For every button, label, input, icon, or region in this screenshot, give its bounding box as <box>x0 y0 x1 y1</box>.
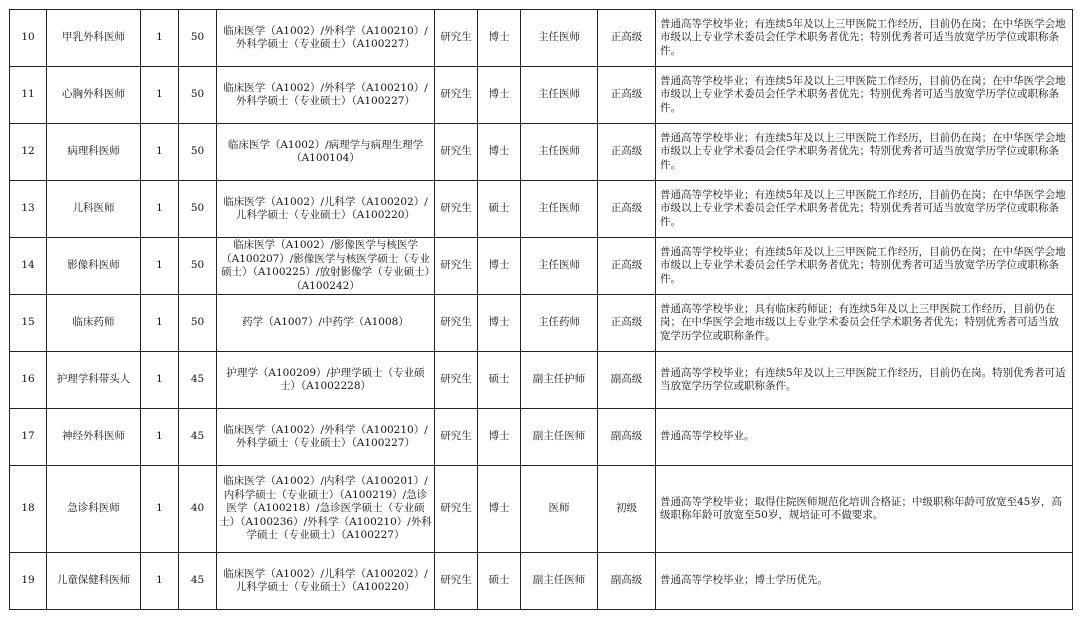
age-limit-cell: 50 <box>179 238 217 295</box>
professional-title-cell: 主任医师 <box>521 124 598 181</box>
major-requirement-cell: 临床医学（A1002）/病理学与病理生理学（A100104） <box>217 124 435 181</box>
title-level-cell: 正高级 <box>598 124 656 181</box>
education-cell: 研究生 <box>435 352 478 409</box>
row-number-cell: 19 <box>10 553 47 610</box>
table-row <box>10 466 1073 553</box>
other-requirements-cell: 普通高等学校毕业；有连续5年及以上三甲医院工作经历，目前仍在岗；在中华医学会地市级以上专业学术委员会任学术职务者优先；特别优秀者可适当放宽学历学位或职称条件。 <box>656 238 1073 295</box>
age-limit-cell: 50 <box>179 181 217 238</box>
headcount-cell: 1 <box>141 67 179 124</box>
age-limit-cell: 50 <box>179 124 217 181</box>
title-level-cell: 初级 <box>598 466 656 553</box>
education-cell: 研究生 <box>435 238 478 295</box>
education-cell: 研究生 <box>435 181 478 238</box>
row-number-cell: 10 <box>10 10 47 67</box>
degree-cell: 硕士 <box>478 181 521 238</box>
other-requirements-cell: 普通高等学校毕业。 <box>656 409 1073 466</box>
post-name-cell: 心胸外科医师 <box>47 67 141 124</box>
education-cell: 研究生 <box>435 553 478 610</box>
degree-cell: 博士 <box>478 409 521 466</box>
education-cell: 研究生 <box>435 67 478 124</box>
table-row <box>10 553 1073 610</box>
education-cell: 研究生 <box>435 409 478 466</box>
row-number-cell: 13 <box>10 181 47 238</box>
title-level-cell: 副高级 <box>598 409 656 466</box>
recruitment-table <box>9 9 1073 610</box>
education-cell: 研究生 <box>435 124 478 181</box>
post-name-cell: 临床药师 <box>47 295 141 352</box>
headcount-cell: 1 <box>141 553 179 610</box>
major-requirement-cell: 药学（A1007）/中药学（A1008） <box>217 295 435 352</box>
post-name-cell: 儿童保健科医师 <box>47 553 141 610</box>
row-number-cell: 12 <box>10 124 47 181</box>
age-limit-cell: 40 <box>179 466 217 553</box>
education-cell: 研究生 <box>435 295 478 352</box>
age-limit-cell: 50 <box>179 67 217 124</box>
table-row <box>10 352 1073 409</box>
degree-cell: 博士 <box>478 67 521 124</box>
post-name-cell: 护理学科带头人 <box>47 352 141 409</box>
professional-title-cell: 副主任医师 <box>521 553 598 610</box>
row-number-cell: 17 <box>10 409 47 466</box>
age-limit-cell: 45 <box>179 553 217 610</box>
title-level-cell: 正高级 <box>598 238 656 295</box>
headcount-cell: 1 <box>141 466 179 553</box>
other-requirements-cell: 普通高等学校毕业；有连续5年及以上三甲医院工作经历，目前仍在岗。特别优秀者可适当放宽学历学位或职称条件。 <box>656 352 1073 409</box>
other-requirements-cell: 普通高等学校毕业；取得住院医师规范化培训合格证；中级职称年龄可放宽至45岁，高级职称年龄可放宽至50岁，规培证可不做要求。 <box>656 466 1073 553</box>
table-row <box>10 181 1073 238</box>
other-requirements-cell: 普通高等学校毕业；具有临床药师证；有连续5年及以上三甲医院工作经历，目前仍在岗；在中华医学会地市级以上专业学术委员会任学术职务者优先；特别优秀者可适当放宽学历学位或职称条件。 <box>656 295 1073 352</box>
post-name-cell: 甲乳外科医师 <box>47 10 141 67</box>
other-requirements-cell: 普通高等学校毕业；有连续5年及以上三甲医院工作经历，目前仍在岗；在中华医学会地市级以上专业学术委员会任学术职务者优先；特别优秀者可适当放宽学历学位或职称条件。 <box>656 124 1073 181</box>
title-level-cell: 正高级 <box>598 67 656 124</box>
table-row <box>10 295 1073 352</box>
major-requirement-cell: 临床医学（A1002）/外科学（A100210）/外科学硕士（专业硕士）（A100227） <box>217 10 435 67</box>
professional-title-cell: 医师 <box>521 466 598 553</box>
post-name-cell: 病理科医师 <box>47 124 141 181</box>
major-requirement-cell: 临床医学（A1002）/儿科学（A100202）/儿科学硕士（专业硕士）（A100220） <box>217 181 435 238</box>
post-name-cell: 影像科医师 <box>47 238 141 295</box>
major-requirement-cell: 临床医学（A1002）/内科学（A100201）/内科学硕士（专业硕士）（A100219）/急诊医学（A100218）/急诊医学硕士（专业硕士）（A100236）/外科学（A100210）/外科学硕士（专业硕士）（A100227） <box>217 466 435 553</box>
title-level-cell: 副高级 <box>598 553 656 610</box>
headcount-cell: 1 <box>141 124 179 181</box>
headcount-cell: 1 <box>141 352 179 409</box>
title-level-cell: 正高级 <box>598 10 656 67</box>
major-requirement-cell: 临床医学（A1002）/影像医学与核医学（A100207）/影像医学与核医学硕士（专业硕士）（A100225）/放射影像学（专业硕士）（A100242） <box>217 238 435 295</box>
row-number-cell: 11 <box>10 67 47 124</box>
degree-cell: 博士 <box>478 124 521 181</box>
age-limit-cell: 45 <box>179 352 217 409</box>
post-name-cell: 神经外科医师 <box>47 409 141 466</box>
professional-title-cell: 主任医师 <box>521 238 598 295</box>
post-name-cell: 儿科医师 <box>47 181 141 238</box>
row-number-cell: 16 <box>10 352 47 409</box>
education-cell: 研究生 <box>435 466 478 553</box>
headcount-cell: 1 <box>141 10 179 67</box>
age-limit-cell: 50 <box>179 10 217 67</box>
table-row <box>10 10 1073 67</box>
education-cell: 研究生 <box>435 10 478 67</box>
professional-title-cell: 主任医师 <box>521 181 598 238</box>
title-level-cell: 正高级 <box>598 181 656 238</box>
other-requirements-cell: 普通高等学校毕业；有连续5年及以上三甲医院工作经历，目前仍在岗；在中华医学会地市级以上专业学术委员会任学术职务者优先；特别优秀者可适当放宽学历学位或职称条件。 <box>656 67 1073 124</box>
other-requirements-cell: 普通高等学校毕业；有连续5年及以上三甲医院工作经历，目前仍在岗；在中华医学会地市级以上专业学术委员会任学术职务者优先；特别优秀者可适当放宽学历学位或职称条件。 <box>656 10 1073 67</box>
headcount-cell: 1 <box>141 238 179 295</box>
degree-cell: 博士 <box>478 10 521 67</box>
title-level-cell: 副高级 <box>598 352 656 409</box>
major-requirement-cell: 护理学（A100209）/护理学硕士（专业硕士）（A1002228） <box>217 352 435 409</box>
professional-title-cell: 副主任医师 <box>521 409 598 466</box>
other-requirements-cell: 普通高等学校毕业；博士学历优先。 <box>656 553 1073 610</box>
row-number-cell: 14 <box>10 238 47 295</box>
table-row <box>10 238 1073 295</box>
title-level-cell: 正高级 <box>598 295 656 352</box>
professional-title-cell: 主任医师 <box>521 67 598 124</box>
degree-cell: 博士 <box>478 295 521 352</box>
degree-cell: 博士 <box>478 466 521 553</box>
age-limit-cell: 50 <box>179 295 217 352</box>
age-limit-cell: 45 <box>179 409 217 466</box>
professional-title-cell: 副主任护师 <box>521 352 598 409</box>
headcount-cell: 1 <box>141 409 179 466</box>
professional-title-cell: 主任医师 <box>521 10 598 67</box>
degree-cell: 硕士 <box>478 553 521 610</box>
professional-title-cell: 主任药师 <box>521 295 598 352</box>
row-number-cell: 15 <box>10 295 47 352</box>
table-row <box>10 409 1073 466</box>
major-requirement-cell: 临床医学（A1002）/儿科学（A100202）/儿科学硕士（专业硕士）（A100220） <box>217 553 435 610</box>
other-requirements-cell: 普通高等学校毕业；有连续5年及以上三甲医院工作经历，目前仍在岗；在中华医学会地市级以上专业学术委员会任学术职务者优先；特别优秀者可适当放宽学历学位或职称条件。 <box>656 181 1073 238</box>
headcount-cell: 1 <box>141 295 179 352</box>
degree-cell: 硕士 <box>478 352 521 409</box>
degree-cell: 博士 <box>478 238 521 295</box>
row-number-cell: 18 <box>10 466 47 553</box>
post-name-cell: 急诊科医师 <box>47 466 141 553</box>
table-row <box>10 124 1073 181</box>
major-requirement-cell: 临床医学（A1002）/外科学（A100210）/外科学硕士（专业硕士）（A100227） <box>217 67 435 124</box>
table-row <box>10 67 1073 124</box>
headcount-cell: 1 <box>141 181 179 238</box>
major-requirement-cell: 临床医学（A1002）/外科学（A100210）/外科学硕士（专业硕士）（A100227） <box>217 409 435 466</box>
